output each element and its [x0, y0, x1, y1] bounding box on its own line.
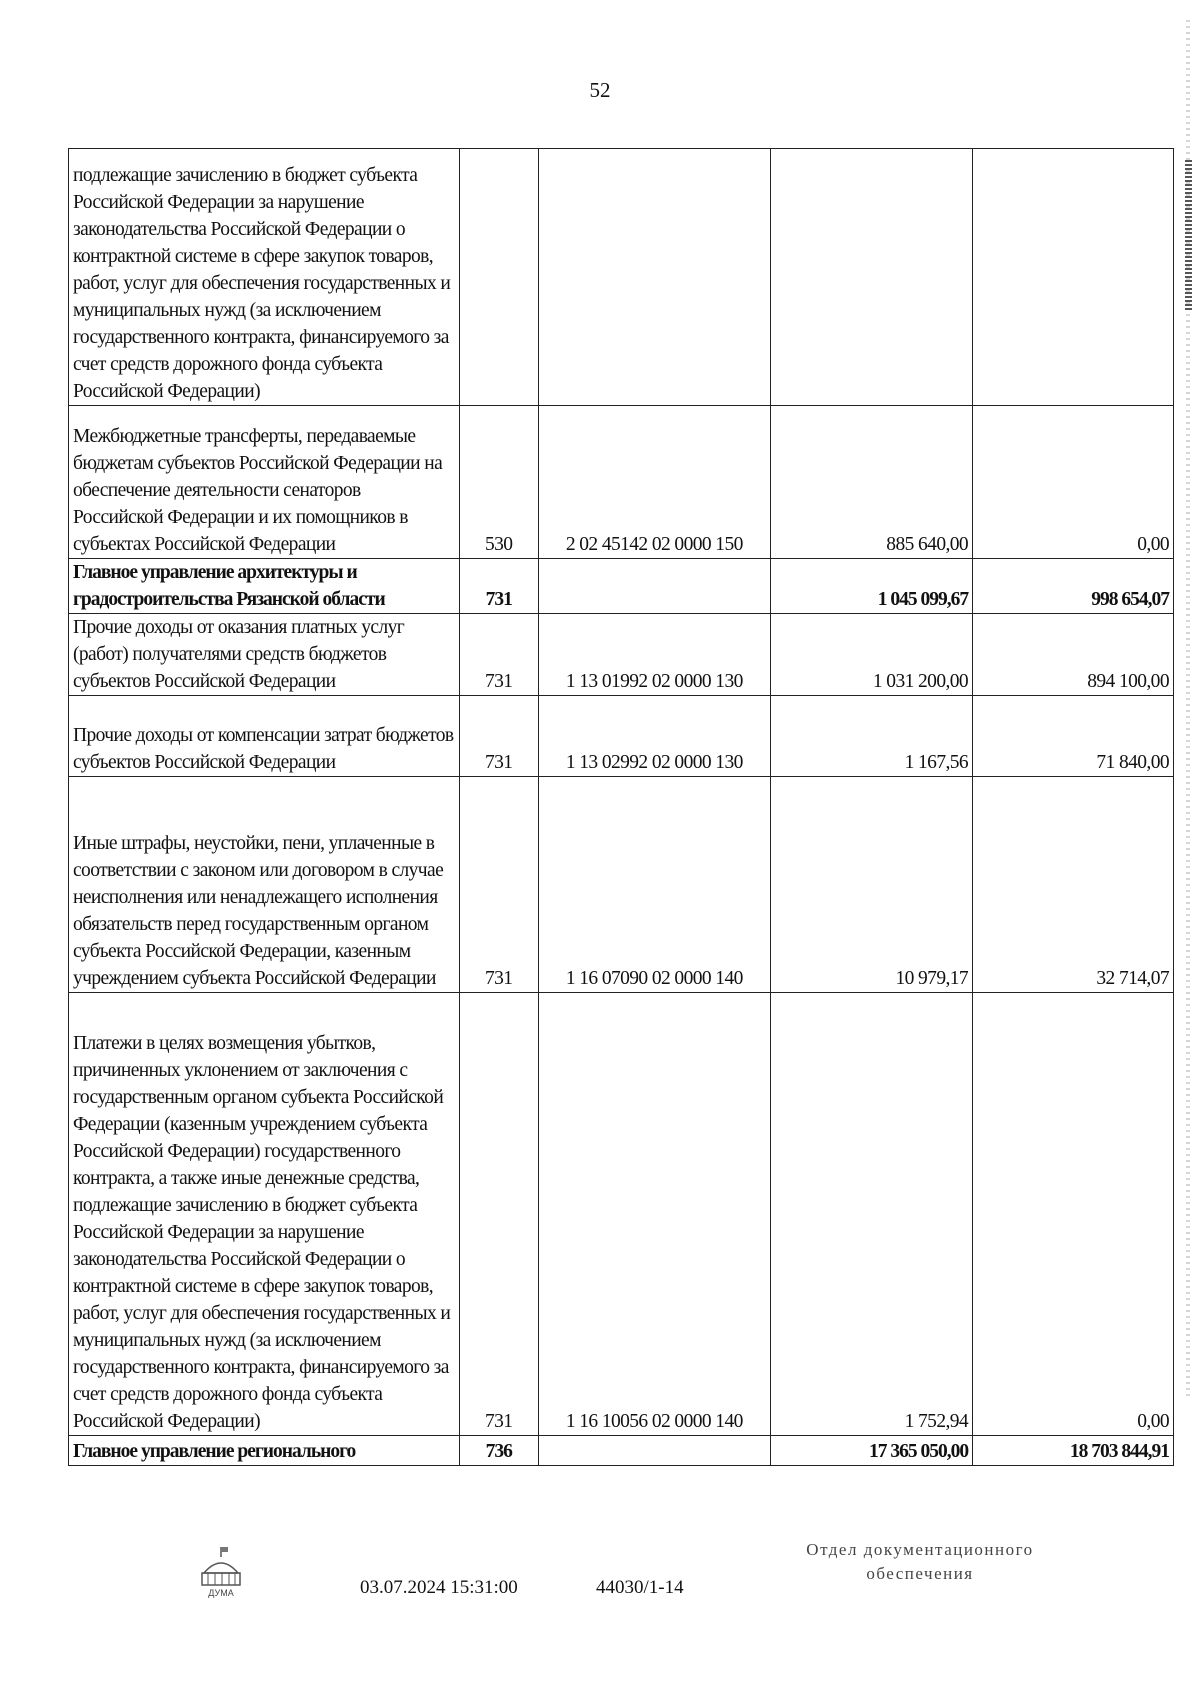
table-row: [69, 993, 1174, 1436]
table-row: [69, 614, 1174, 696]
row-description: Главное управление архитектуры и градостроительства Рязанской области: [69, 559, 460, 614]
row-value-2: 0,00: [973, 993, 1174, 1436]
table-row-section: [69, 1436, 1174, 1466]
row-description: Платежи в целях возмещения убытков, причиненных уклонением от заключения с государственным органом субъекта Российской Федерации (казенным учреждением субъекта Российской Федерации) государственного контракта, а также иные денежные средства, подлежащие зачислению в бюджет субъекта Российской Федерации за нарушение законодательства Российской Федерации о контрактной системе в сфере закупок товаров, работ, услуг для обеспечения государственных и муниципальных нужд (за исключением государственного контракта, финансируемого за счет средств дорожного фонда субъекта Российской Федерации): [69, 993, 460, 1436]
row-admin-code: 731: [459, 696, 538, 777]
row-budget-code: 2 02 45142 02 0000 150: [538, 406, 771, 559]
row-admin-code: 530: [459, 406, 538, 559]
footer-date: 03.07.2024 15:31:00: [360, 1577, 518, 1598]
stamp-line-1: Отдел документационного: [806, 1540, 1034, 1559]
table-row-section: [69, 559, 1174, 614]
row-value-2: 18 703 844,91: [973, 1436, 1174, 1466]
row-description: подлежащие зачислению в бюджет субъекта Российской Федерации за нарушение законодательства Российской Федерации о контрактной системе в сфере закупок товаров, работ, услуг для обеспечения государственных и муниципальных нужд (за исключением государственного контракта, финансируемого за счет средств дорожного фонда субъекта Российской Федерации): [69, 149, 460, 406]
table-row: [69, 777, 1174, 993]
row-description: Прочие доходы от компенсации затрат бюджетов субъектов Российской Федерации: [69, 696, 460, 777]
row-value-2: 998 654,07: [973, 559, 1174, 614]
row-admin-code: 731: [459, 559, 538, 614]
table-row: [69, 149, 1174, 406]
row-admin-code: [459, 149, 538, 406]
row-description: Прочие доходы от оказания платных услуг (работ) получателями средств бюджетов субъектов Российской Федерации: [69, 614, 460, 696]
row-value-2: [973, 149, 1174, 406]
row-value-1: 1 752,94: [771, 993, 973, 1436]
row-budget-code: 1 16 07090 02 0000 140: [538, 777, 771, 993]
row-value-2: 0,00: [973, 406, 1174, 559]
footer-registration-number: 44030/1-14: [596, 1577, 684, 1598]
table-row: [69, 406, 1174, 559]
row-admin-code: 736: [459, 1436, 538, 1466]
row-value-1: 17 365 050,00: [771, 1436, 973, 1466]
row-admin-code: 731: [459, 614, 538, 696]
stamp-line-2: обеспечения: [866, 1564, 974, 1583]
logo-text: ДУМА: [208, 1588, 234, 1598]
row-description: Межбюджетные трансферты, передаваемые бюджетам субъектов Российской Федерации на обеспечение деятельности сенаторов Российской Федерации и их помощников в субъектах Российской Федерации: [69, 406, 460, 559]
row-description: Главное управление регионального: [69, 1436, 460, 1466]
row-value-1: 885 640,00: [771, 406, 973, 559]
row-value-1: 10 979,17: [771, 777, 973, 993]
department-stamp: [770, 1538, 1070, 1586]
duma-logo-icon: [192, 1545, 250, 1599]
scan-edge-mark: [1185, 160, 1192, 310]
row-value-2: 71 840,00: [973, 696, 1174, 777]
row-budget-code: [538, 1436, 771, 1466]
row-budget-code: 1 16 10056 02 0000 140: [538, 993, 771, 1436]
table-row: [69, 696, 1174, 777]
row-value-1: 1 031 200,00: [771, 614, 973, 696]
row-value-1: [771, 149, 973, 406]
row-admin-code: 731: [459, 777, 538, 993]
page-number: 52: [589, 78, 611, 102]
row-budget-code: 1 13 01992 02 0000 130: [538, 614, 771, 696]
row-budget-code: [538, 149, 771, 406]
row-description: Иные штрафы, неустойки, пени, уплаченные в соответствии с законом или договором в случае неисполнения или ненадлежащего исполнения обязательств перед государственным органом субъекта Российской Федерации, казенным учреждением субъекта Российской Федерации: [69, 777, 460, 993]
row-budget-code: [538, 559, 771, 614]
row-value-2: 32 714,07: [973, 777, 1174, 993]
row-value-2: 894 100,00: [973, 614, 1174, 696]
row-value-1: 1 167,56: [771, 696, 973, 777]
row-budget-code: 1 13 02992 02 0000 130: [538, 696, 771, 777]
row-admin-code: 731: [459, 993, 538, 1436]
revenue-table: [68, 148, 1174, 1466]
row-value-1: 1 045 099,67: [771, 559, 973, 614]
